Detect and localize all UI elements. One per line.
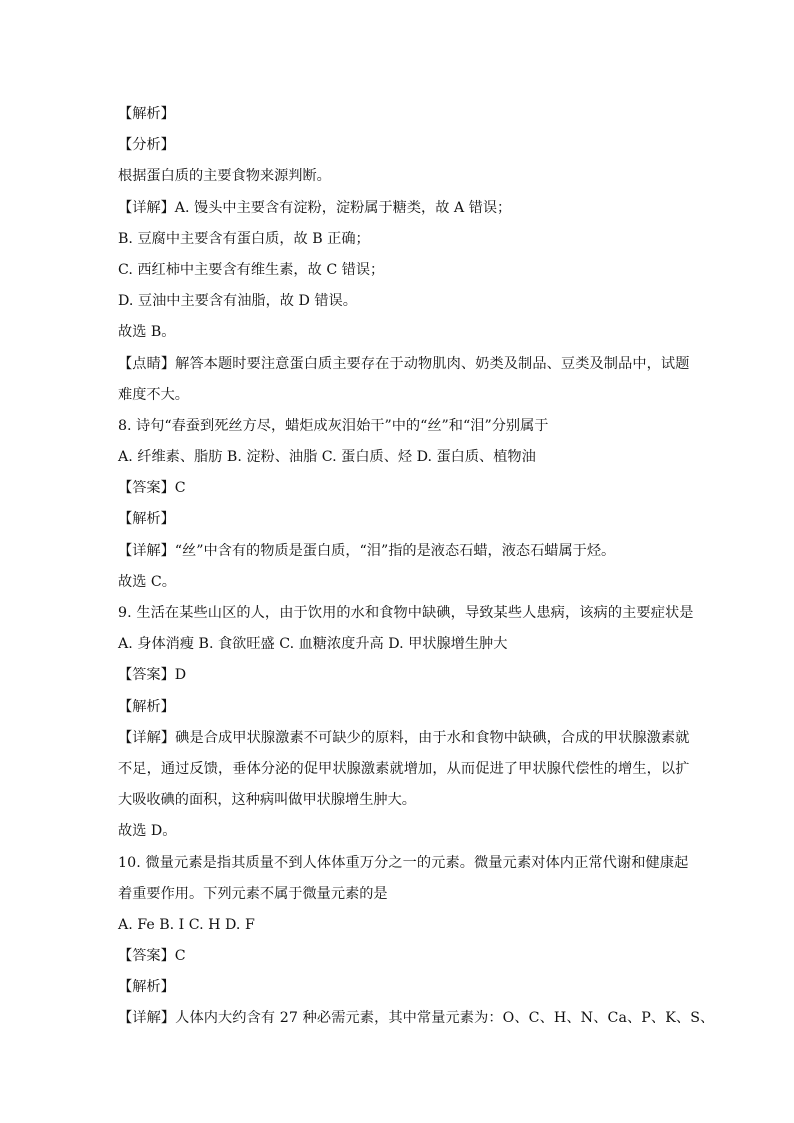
document-page (118, 99, 715, 1035)
answer-label: 【答案】D (118, 667, 187, 684)
heading-jiexi: 【解析】 (118, 979, 175, 996)
question-10: 10. 微量元素是指其质量不到人体体重万分之一的元素。微量元素对体内正常代谢和健康起 (118, 854, 689, 871)
answer-choice: 故选 B。 (118, 324, 176, 341)
question-10-options: A. Fe B. I C. H D. F (118, 916, 255, 933)
question-8-options: A. 纤维素、脂肪 B. 淀粉、油脂 C. 蛋白质、烃 D. 蛋白质、植物油 (118, 449, 536, 466)
detail-option-c: C. 西红柿中主要含有维生素，故 C 错误； (118, 261, 385, 278)
detail-text-cont: 大吸收碘的面积，这种病叫做甲状腺增生肿大。 (118, 792, 416, 809)
detail-text: 【详解】人体内大约含有 27 种必需元素，其中常量元素为：O、C、H、N、Ca、P、K、S、 (118, 1010, 715, 1027)
dianjing-text: 【点睛】解答本题时要注意蛋白质主要存在于动物肌肉、奶类及制品、豆类及制品中，试题 (118, 355, 690, 372)
answer-label: 【答案】C (118, 948, 186, 965)
heading-jiexi: 【解析】 (118, 106, 175, 122)
answer-choice: 故选 C。 (118, 573, 176, 590)
detail-text-cont: 不足，通过反馈，垂体分泌的促甲状腺激素就增加，从而促进了甲状腺代偿性的增生，以扩 (118, 760, 690, 777)
detail-option-d: D. 豆油中主要含有油脂，故 D 错误。 (118, 293, 357, 310)
dianjing-text-cont: 难度不大。 (118, 386, 189, 403)
answer-choice: 故选 D。 (118, 823, 177, 840)
question-8: 8. 诗句“春蚕到死丝方尽，蜡炬成灰泪始干”中的“丝”和“泪”分别属于 (118, 417, 549, 434)
detail-text: 【详解】碘是合成甲状腺激素不可缺少的原料，由于水和食物中缺碘，合成的甲状腺激素就 (118, 729, 690, 746)
heading-fenxi: 【分析】 (118, 137, 175, 154)
heading-jiexi: 【解析】 (118, 698, 175, 715)
question-9-options: A. 身体消瘦 B. 食欲旺盛 C. 血糖浓度升高 D. 甲状腺增生肿大 (118, 636, 508, 653)
answer-label: 【答案】C (118, 480, 186, 497)
detail-option-b: B. 豆腐中主要含有蛋白质，故 B 正确； (118, 230, 370, 247)
heading-jiexi: 【解析】 (118, 511, 175, 528)
question-10-cont: 着重要作用。下列元素不属于微量元素的是 (118, 885, 388, 902)
analysis-text: 根据蛋白质的主要食物来源判断。 (118, 168, 331, 185)
detail-option-a: 【详解】A. 馒头中主要含有淀粉，淀粉属于糖类，故 A 错误； (118, 199, 512, 216)
question-9: 9. 生活在某些山区的人，由于饮用的水和食物中缺碘，导致某些人患病，该病的主要症状是 (118, 605, 694, 621)
detail-text: 【详解】“丝”中含有的物质是蛋白质，“泪”指的是液态石蜡，液态石蜡属于烃。 (118, 542, 616, 559)
